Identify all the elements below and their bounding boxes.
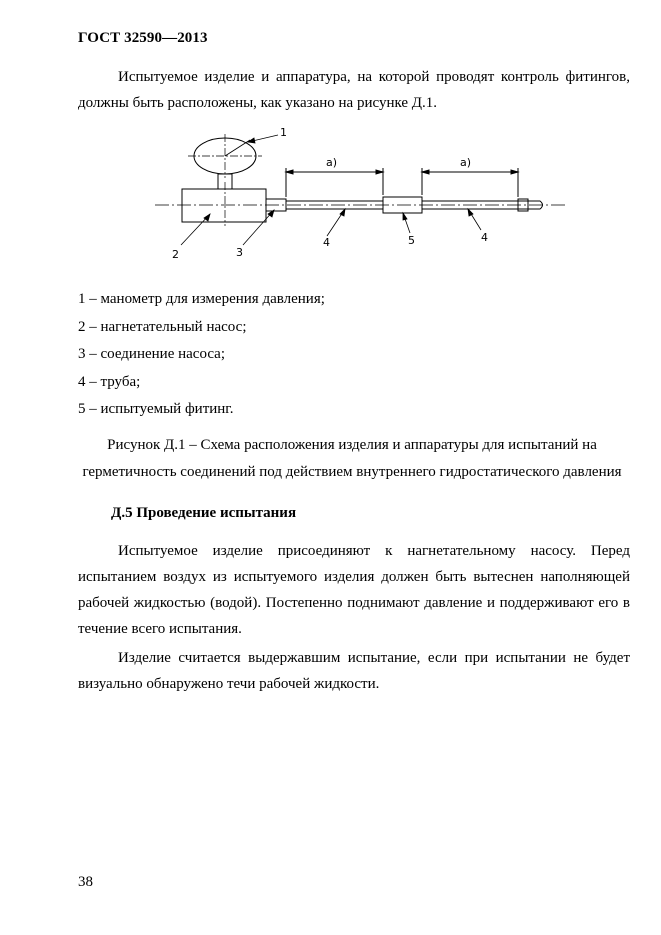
legend-item: 1 – манометр для измерения давления;	[78, 291, 325, 307]
paragraph-text: Изделие считается выдержавшим испытание, если при испытании не будет визуально обнаружено течи рабочей жидкости.	[78, 650, 630, 692]
label-dimension-left: a)	[326, 156, 338, 169]
label-fitting: 5	[408, 234, 415, 247]
legend-item: 4 – труба;	[78, 373, 141, 390]
intro-text: Испытуемое изделие и аппаратура, на которой проводят контроль фитингов, должны быть расположены, как указано на рисунке Д.1.	[78, 69, 630, 111]
legend-item: 5 – испытуемый фитинг.	[78, 401, 234, 418]
figure-legend	[78, 292, 325, 430]
paragraph-text: Испытуемое изделие присоединяют к нагнетательному насосу. Перед испытанием воздух из испытуемого изделия должен быть вытеснен наполняющей рабочей жидкостью (водой). Постепенно поднимают давление и поддерживают его в течение всего испытания.	[78, 543, 630, 637]
standard-header: ГОСТ 32590—2013	[78, 30, 208, 46]
label-pump: 2	[172, 248, 179, 261]
legend-item: 3 – соединение насоса;	[78, 346, 225, 363]
label-pipe-right: 4	[481, 231, 488, 244]
figure-caption: Рисунок Д.1 – Схема расположения изделия и аппаратуры для испытаний на герметичность соединений под действием внутреннего гидростатического давления	[82, 437, 622, 480]
legend-item: 2 – нагнетательный насос;	[78, 318, 247, 335]
dimension-right	[422, 168, 518, 197]
leader-lines	[181, 135, 481, 245]
label-manometer: 1	[280, 126, 287, 139]
test-setup-diagram	[150, 120, 570, 270]
dimension-left	[286, 168, 383, 197]
page-number: 38	[78, 874, 93, 890]
intro-paragraph	[78, 64, 630, 116]
pump-shape	[182, 182, 266, 226]
body-paragraph-2	[78, 645, 630, 697]
label-dimension-right: a)	[460, 156, 472, 169]
test-setup-figure	[150, 120, 570, 270]
body-paragraph-1	[78, 538, 630, 642]
section-heading: Д.5 Проведение испытания	[111, 505, 297, 521]
label-pipe-left: 4	[323, 236, 330, 249]
label-connection: 3	[236, 246, 243, 259]
